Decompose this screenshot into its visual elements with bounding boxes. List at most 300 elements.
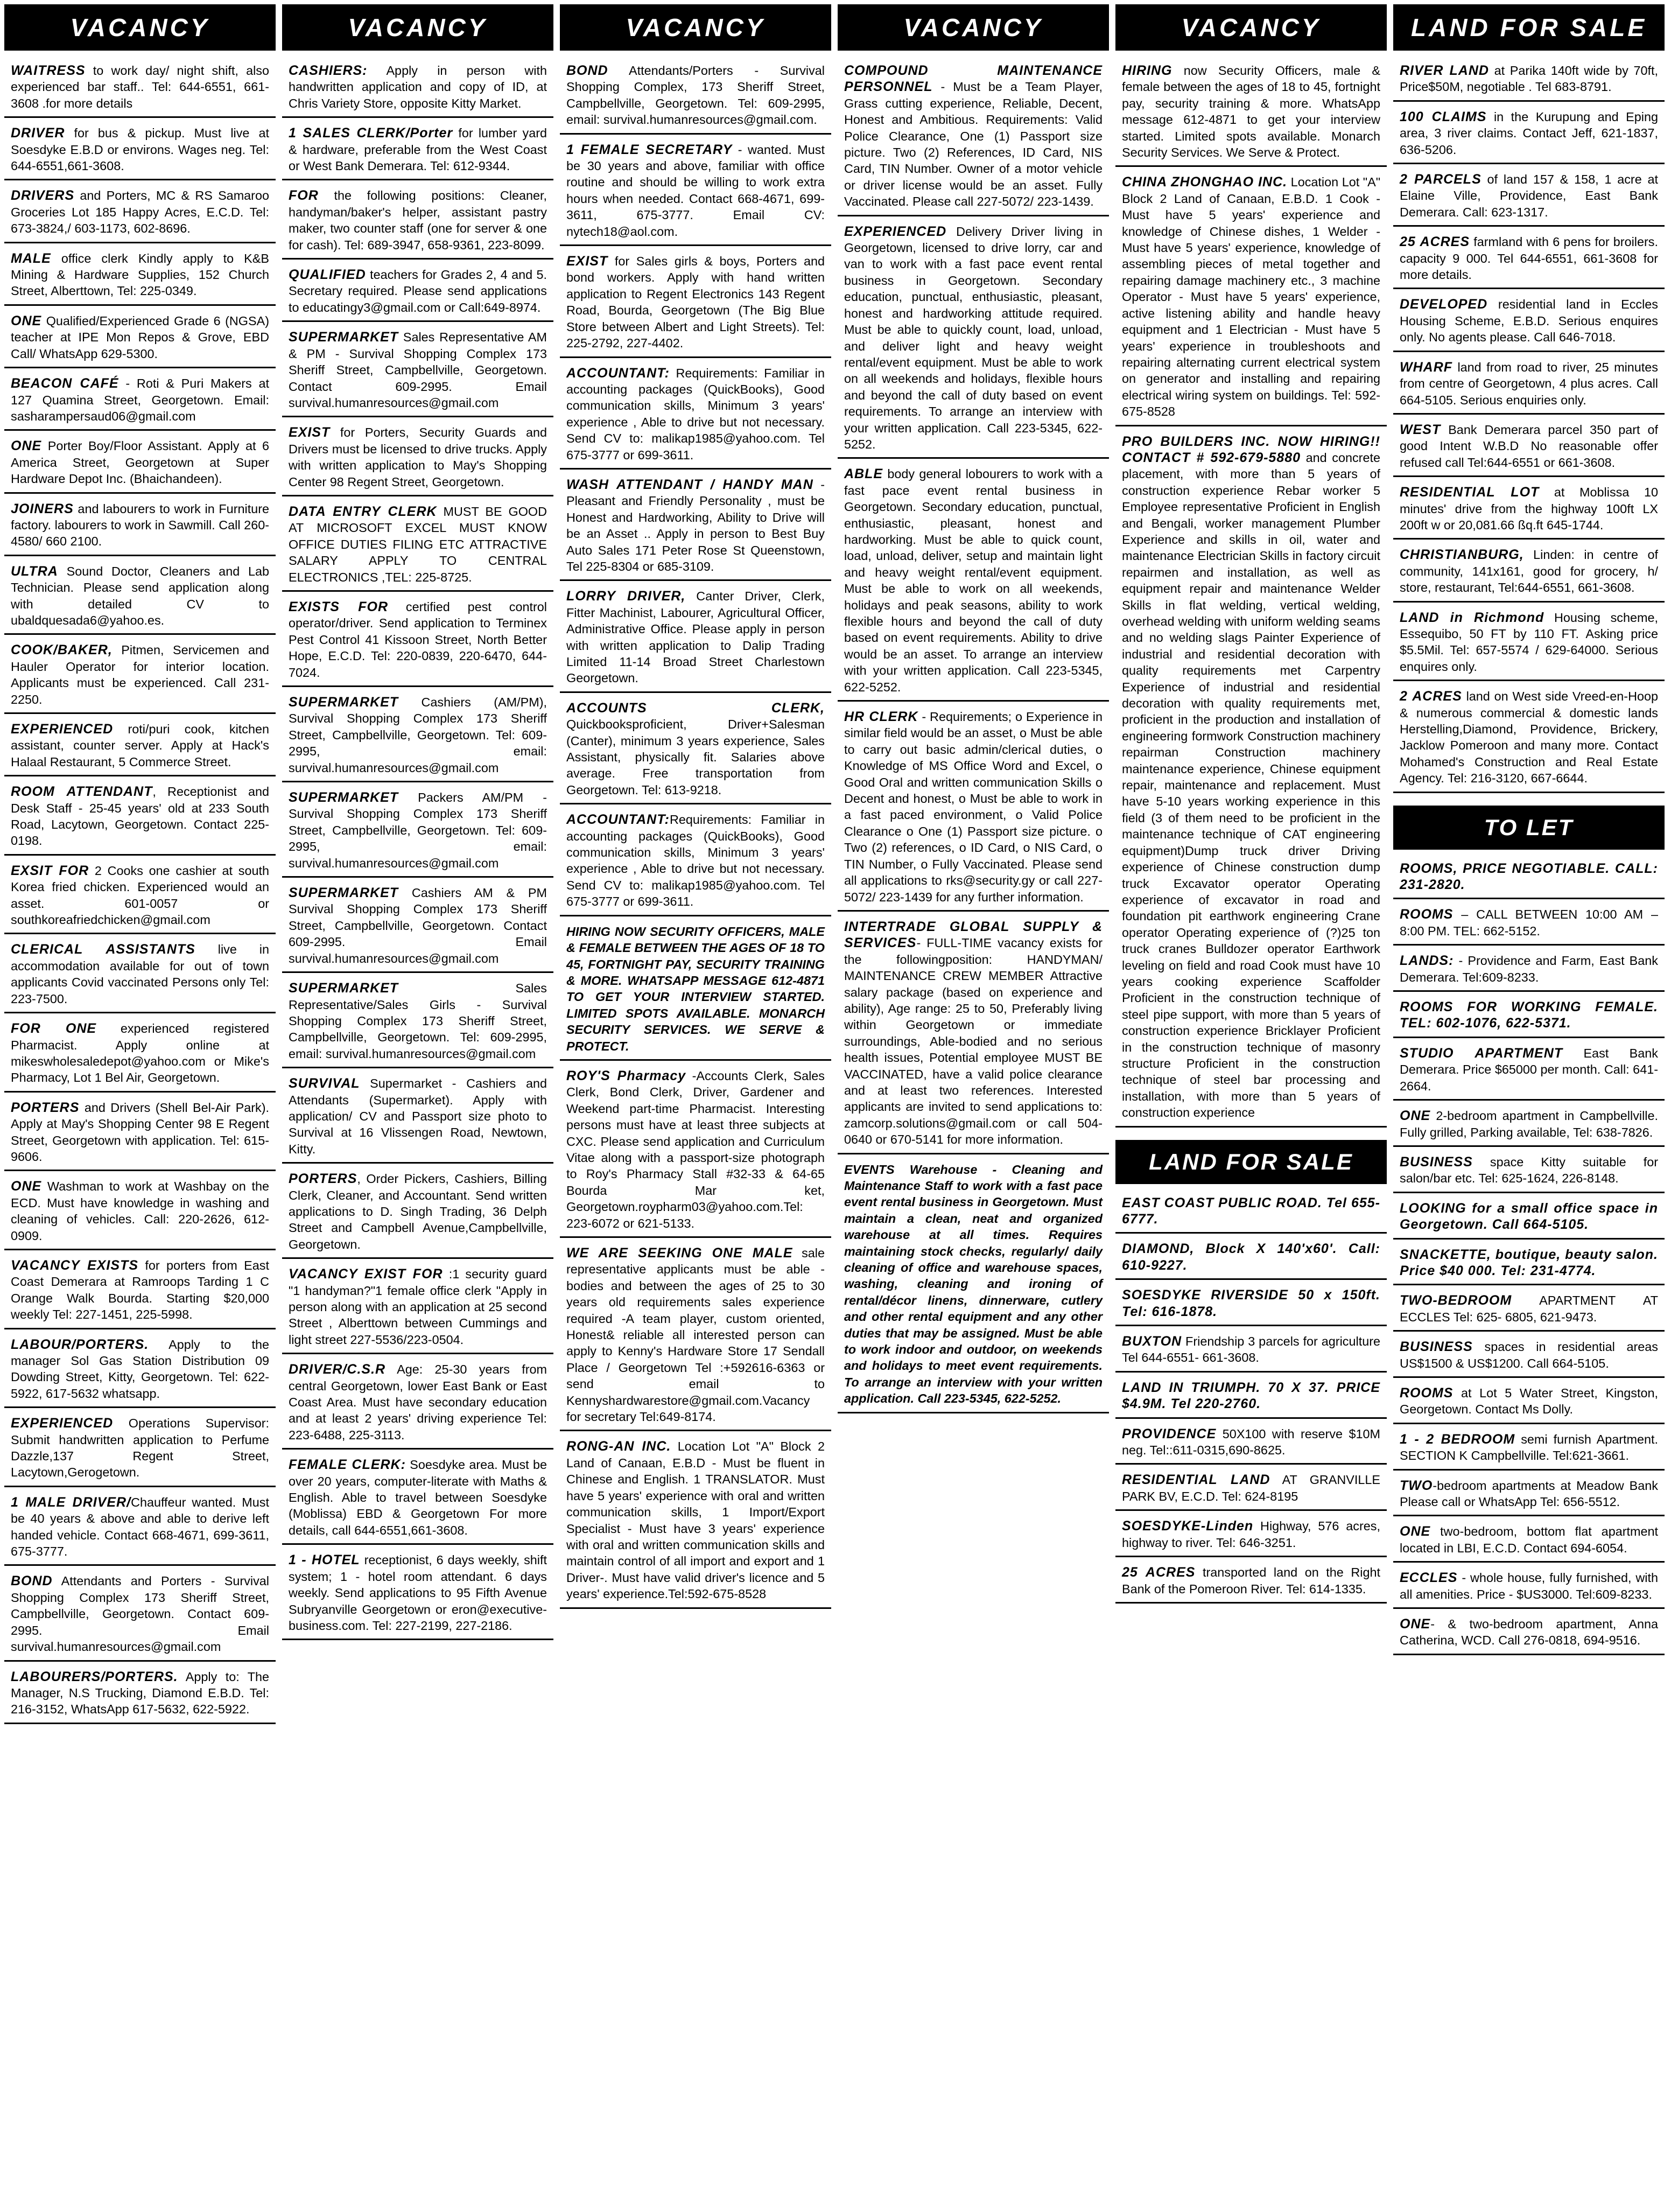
classified-ad xyxy=(1393,169,1665,227)
classified-ad xyxy=(1393,60,1665,102)
classified-ad xyxy=(560,1066,831,1238)
ad-body: and concrete placement, with more than 5 years of construction experience Rebar worker 5 Employee representative Proficient in English and Bengali, worker management Plumber Experience and skills in oil, water and maintenance Electrician Skills in factory circuit repairmen and installation, as well as equipment repair and maintenance Welder Skills in flat welding, vertical welding, overhead welding with uniform welding seams and no welding slags Painter Experience of industrial and residential decoration with quality requirements met Carpentry Experience of industrial and residential decoration with quality requirements met, proficient in the production and installation of engineering formwork Construction machinery repairman Construction machinery maintenance experience, Chinese equipment repair, maintenance and replacement. Must have 5-10 years working experience in this field (3 of them need to be proficient in the maintenance technique of CAT engineering equipment)Dump truck driver Driving experience of Chinese construction dump truck Excavator operator Operating experience of excavator in road and foundation pit earthwork engineering Crane operator Operating experience of (?)25 ton truck cranes Bulldozer operator Earthwork leveling on field and road Cook must have 10 years cooking experience Scaffolder Proficient in the construction technique of steel pipe support, with more than 5 years of construction experience Bricklayer Proficient in the construction technique of masonry structure Proficient in the construction technique of steel bar processing and installation, with more than 5 years of construction experience xyxy=(1122,450,1384,1120)
ad-body: and Porters, MC & RS Samaroo Groceries Lot 185 Happy Acres, E.C.D. Tel: 673-3824,/ 603-1173, 602-8696. xyxy=(11,188,273,236)
ad-title: ONE xyxy=(1400,1616,1431,1632)
section-header: VACANCY xyxy=(282,4,553,51)
ad-title: ABLE xyxy=(844,466,883,482)
ad-title: WAITRESS xyxy=(11,63,86,78)
ad-title: ROOMS xyxy=(1400,907,1454,922)
ad-body: Supermarket - Cashiers and Attendants (Supermarket). Apply with application/ CV and Passport size photo to Survival at 16 Vlissengen Road, Newtown, Kitty. xyxy=(289,1076,551,1156)
classified-ad xyxy=(1115,1516,1387,1557)
ad-body: Qualified/Experienced Grade 6 (NGSA) teacher at IPE Mon Repos & Grove, EBD Call/ WhatsApp 629-5300. xyxy=(11,313,273,361)
classified-ad xyxy=(4,1492,276,1566)
ad-body: Requirements: Familiar in accounting packages (QuickBooks), Good communication skills, Minimum 3 years' experience , Able to drive but not necessary. Send CV to: malikap1985@yahoo.com. Tel 675-3777 or 699-3611. xyxy=(566,813,829,909)
column-1 xyxy=(4,4,276,2207)
ad-title: TWO xyxy=(1400,1478,1433,1493)
classified-ad xyxy=(4,123,276,180)
ad-title: BUSINESS xyxy=(1400,1339,1473,1355)
classified-ad xyxy=(282,978,553,1068)
ad-body: - Providence and Farm, East Bank Demerara. Tel:609-8233. xyxy=(1400,954,1662,984)
ad-body: Apply to the manager Sol Gas Station Distribution 09 Dowding Street, Kitty, Georgetown. Tel: 622-5922, 617-5632 whatsapp. xyxy=(11,1337,273,1401)
ad-title: ULTRA xyxy=(11,563,58,579)
ad-body: the following positions: Cleaner, handyman/baker's helper, assistant pastry maker, two counter staff (one for server & one for cash). Tel: 689-3947, 658-9361, 223-8099. xyxy=(289,188,551,252)
classified-ad xyxy=(282,264,553,322)
ad-list xyxy=(838,60,1109,1418)
ad-list xyxy=(1393,858,1665,1660)
ad-body: Attendants and Porters - Survival Shopping Complex 173 Sheriff Street, Campbellville, Georgetown. Contact 609-2995. Email survival.humanresources@gmail.com xyxy=(11,1574,273,1654)
ad-title: BOND xyxy=(11,1573,53,1589)
classified-ad xyxy=(1115,1193,1387,1234)
ad-title: CHINA ZHONGHAO INC. xyxy=(1122,174,1288,190)
classified-ad xyxy=(1393,232,1665,289)
ad-title: WEST xyxy=(1400,422,1441,437)
classified-ad xyxy=(1115,431,1387,1128)
ad-title: FEMALE CLERK: xyxy=(289,1457,406,1473)
ad-list xyxy=(1115,60,1387,1132)
ad-body: live in accommodation available for out of town applicants Covid vaccinated Persons only Tel: 223-7500. xyxy=(11,942,273,1006)
ad-title: 1 - 2 BEDROOM xyxy=(1400,1431,1515,1447)
ad-title: 1 - HOTEL xyxy=(289,1552,360,1568)
classified-ad xyxy=(4,1667,276,1724)
ad-body: at Parika 140ft wide by 70ft, Price$50M, negotiable . Tel 683-8791. xyxy=(1400,64,1662,94)
classified-ad xyxy=(1393,950,1665,992)
ad-title: ONE xyxy=(1400,1108,1431,1124)
ad-title: JOINERS xyxy=(11,501,74,516)
classified-ad xyxy=(282,1264,553,1354)
classified-ad xyxy=(1393,1244,1665,1286)
ad-title: SUPERMARKET xyxy=(289,790,399,806)
classified-ad xyxy=(1393,1336,1665,1378)
classified-ad xyxy=(560,251,831,358)
classified-ad xyxy=(282,185,553,260)
ad-body: - wanted. Must be 30 years and above, familiar with office routine and should be willing to work extra hours when needed. Contact 668-4671, 699-3611, 675-3777. Email CV: nytech18@aol.com. xyxy=(566,142,829,239)
ad-title: RESIDENTIAL LOT xyxy=(1400,485,1540,500)
classified-ad xyxy=(282,787,553,878)
ad-list xyxy=(1393,60,1665,798)
ad-body: - whole house, fully furnished, with all amenities. Price - $US3000. Tel:609-8233. xyxy=(1400,1571,1662,1601)
classified-ad xyxy=(1393,607,1665,682)
ad-body: :1 security guard "1 handyman?"1 female office clerk "Apply in person along with an application at 25 second Street , Alberttown between Cummings and light street 227-5536/223-0504. xyxy=(289,1267,551,1347)
classified-ad xyxy=(1393,419,1665,477)
classified-ad xyxy=(560,698,831,804)
ad-body: in the Kurupung and Eping area, 3 river claims. Contact Jeff, 621-1837, 636-5206. xyxy=(1400,109,1662,157)
ad-body: Canter Driver, Clerk, Fitter Machinist, Labourer, Agricultural Officer, Administrative Office. Please apply in person with written application to Dalip Trading Limited 11-14 Broad Street Charlestown Georgetown. xyxy=(566,589,829,685)
ad-title: QUALIFIED xyxy=(289,267,366,283)
classified-ad xyxy=(4,1176,276,1250)
classified-ad xyxy=(838,464,1109,702)
classified-ad xyxy=(560,809,831,916)
ad-title: PROVIDENCE xyxy=(1122,1426,1217,1441)
classified-ad xyxy=(1393,904,1665,946)
ad-body: for Sales girls & boys, Porters and bond workers. Apply with hand written application to Regent Electronics 143 Regent Road, Bourda, Georgetown (The Big Blue Store between Albert and Light Streets). Tel: 225-2792, 227-4402. xyxy=(566,254,829,351)
ad-body: body general lobourers to work with a fast pace event rental business in Georgetown. Secondary education, punctual, enthusiastic, pleasant, honest and hardworking. Must be able to quick count, load, unload, deliver, setup and maintain light and heavy weight rental/event equipment. Must be able to work on all weekends, holidays and peak seasons, ability to work flexible hours and beyond the call of duty based on event requirements. Ability to drive would be an asset. To arrange an interview with your written application. Call 223-5345, 622-5252. xyxy=(844,467,1106,694)
ad-body: Linden: in centre of community, 141x161, good for grocery, h/ store, restaurant, Tel:644-6551, 661-3608. xyxy=(1400,548,1662,595)
ad-body: spaces in residential areas US$1500 & US$1200. Call 664-5105. xyxy=(1400,1340,1662,1370)
ad-body: APARTMENT AT ECCLES Tel: 625- 6805, 621-9473. xyxy=(1400,1293,1662,1324)
classified-ad xyxy=(4,248,276,306)
section-header-to-let: TO LET xyxy=(1393,806,1665,850)
ad-title: WASH ATTENDANT / HANDY MAN xyxy=(566,477,813,492)
ad-body: Apply in person with handwritten application and copy of ID, at Chris Variety Store, opposite Kitty Market. xyxy=(289,64,551,110)
classified-ad xyxy=(1393,1475,1665,1517)
classified-ad xyxy=(1393,357,1665,415)
ad-title: BUSINESS xyxy=(1400,1154,1473,1170)
ad-title: LABOURERS/PORTERS. xyxy=(11,1669,178,1684)
ad-body: Operations Supervisor: Submit handwritten application to Perfume Dazzle,137 Regent Street, Lacytown,Gerogetown. xyxy=(11,1416,273,1480)
ad-body: Pitmen, Servicemen and Hauler Operator for interior location. Applicants must be experienced. Call 231-2250. xyxy=(11,643,273,706)
ad-body: Friendship 3 parcels for agriculture Tel 644-6551- 661-3608. xyxy=(1122,1334,1384,1365)
classified-ad xyxy=(560,1436,831,1608)
ad-body: AT GRANVILLE PARK BV, E.C.D. Tel: 624-8195 xyxy=(1122,1473,1384,1503)
classified-ad xyxy=(4,1334,276,1409)
classified-ad xyxy=(4,719,276,776)
ad-body: space Kitty suitable for salon/bar etc. Tel: 625-1624, 226-8148. xyxy=(1400,1154,1662,1186)
classified-ad xyxy=(1393,1521,1665,1563)
ad-title: EXIST xyxy=(566,254,608,269)
ad-body: - & two-bedroom apartment, Anna Catherina, WCD. Call 276-0818, 694-9516. xyxy=(1400,1617,1662,1648)
section-header: VACANCY xyxy=(838,4,1109,51)
section-header: VACANCY xyxy=(4,4,276,51)
ad-body: Requirements: Familiar in accounting packages (QuickBooks), Good communication skills, Minimum 3 years' experience , Able to drive but not necessary. Send CV to: malikap1985@yahoo.com. Tel 675-3777 or 699-3611. xyxy=(566,366,829,462)
ad-title: EXPERIENCED xyxy=(11,1416,114,1431)
ad-title: COOK/BAKER, xyxy=(11,642,113,658)
classified-ad xyxy=(1393,1567,1665,1609)
classified-ad xyxy=(1393,482,1665,540)
ad-body: farmland with 6 pens for broilers. capacity 9 000. Tel 644-6551, 661-3608 for more details. xyxy=(1400,235,1662,282)
ad-body: Age: 25-30 years from central Georgetown, lower East Bank or East Coast Area. Must have secondary education and at least 2 years' driving experience Tel: 223-6488, 225-3113. xyxy=(289,1362,551,1442)
ad-title: ROOMS, PRICE NEGOTIABLE. CALL: 231-2820. xyxy=(1400,860,1658,893)
ad-title: EXISTS FOR xyxy=(289,599,389,614)
ad-title: FOR ONE xyxy=(11,1021,97,1037)
ad-body: MUST BE GOOD AT MICROSOFT EXCEL MUST KNOW OFFICE DUTIES FILING ETC ATTRACTIVE SALARY APPLY TO CENTRAL ELECTRONICS ,TEL: 225-8725. xyxy=(289,504,551,584)
classified-ad xyxy=(1393,1198,1665,1240)
ad-title: SNACKETTE, boutique, beauty salon. Price $40 000. Tel: 231-4774. xyxy=(1400,1247,1658,1278)
section-header: LAND FOR SALE xyxy=(1393,4,1665,51)
classified-ad xyxy=(1115,1469,1387,1511)
ad-title: DRIVERS xyxy=(11,188,75,204)
ad-body: certified pest control operator/driver. Send application to Terminex Pest Control 41 Kissoon Street, North Better Hope, E.C.D. Tel: 220-0839, 220-6470, 644-7024. xyxy=(289,599,551,680)
ad-body: , Order Pickers, Cashiers, Billing Clerk, Cleaner, and Accountant. Send written applications to D. Singh Trading, 36 Delph Street and Campbell Avenue,Campbellville, Georgetown. xyxy=(289,1172,551,1251)
ad-title: EAST COAST PUBLIC ROAD. Tel 655-6777. xyxy=(1122,1195,1380,1227)
classified-ad xyxy=(4,939,276,1013)
ad-body: - Roti & Puri Makers at 127 Quamina Street, Georgetown. Email: sasharampersaud06@gmail.com xyxy=(11,376,273,423)
ad-body: , Receptionist and Desk Staff - 25-45 years' old at 233 South Road, Lacytown, Georgetown. Contact 225-0198. xyxy=(11,785,273,848)
ad-body: land from road to river, 25 minutes from centre of Georgetown, 4 plus acres. Call 664-5105. Serious enquiries only. xyxy=(1400,360,1662,407)
ad-title: DATA ENTRY CLERK xyxy=(289,503,437,519)
ad-title: 25 ACRES xyxy=(1400,234,1470,250)
ad-title: ONE xyxy=(11,438,42,454)
ad-title: SUPERMARKET xyxy=(289,695,399,710)
ad-body: Housing scheme, Essequibo, 50 FT by 110 FT. Asking price $5.5Mil. Tel: 657-5574 / 629-64000. Serious enquires only. xyxy=(1400,610,1662,674)
ad-list xyxy=(4,60,276,1729)
classified-ad xyxy=(1115,1562,1387,1604)
column-2 xyxy=(282,4,553,2207)
ad-body: 2 Cooks one cashier at south Korea fried chicken. Experienced would an asset. 601-0057 or southkoreafriedchicken@gmail.com xyxy=(11,863,273,927)
classified-ad xyxy=(1393,1152,1665,1193)
classified-ad xyxy=(4,311,276,368)
classified-ad xyxy=(1393,686,1665,793)
classified-ad xyxy=(1393,1105,1665,1147)
classifieds-page xyxy=(4,4,1673,2208)
ad-title: 1 MALE DRIVER/ xyxy=(11,1494,131,1510)
ad-title: ECCLES xyxy=(1400,1570,1458,1586)
classified-ad xyxy=(1393,1290,1665,1332)
ad-title: INTERTRADE GLOBAL SUPPLY & SERVICES xyxy=(844,919,1103,951)
classified-ad xyxy=(1115,1238,1387,1280)
ad-title: SUPERMARKET xyxy=(289,885,399,901)
classified-ad xyxy=(1393,1043,1665,1101)
ad-body: office clerk Kindly apply to K&B Mining & Hardware Supplies, 152 Church Street, Alberttown, Tel: 225-0349. xyxy=(11,251,273,298)
ad-body: roti/puri cook, kitchen assistant, counter server. Apply at Hack's Halaal Restaurant, 5 Commerce Street. xyxy=(11,722,273,769)
ad-title: ROOM ATTENDANT xyxy=(11,784,153,800)
ad-title: ACCOUNTANT: xyxy=(566,812,670,828)
ad-title: SUPERMARKET xyxy=(289,981,399,996)
classified-ad xyxy=(1393,544,1665,602)
ad-title: WE ARE SEEKING ONE MALE xyxy=(566,1245,793,1261)
ad-title: BUXTON xyxy=(1122,1334,1182,1349)
ad-body: Location Lot "A" Block 2 Land of Canaan, E.B.D - Must be fluent in Chinese and English. 1 TRANSLATOR. Must have 5 years' experience with oral and written communication skills, 1 Import/Export Specialist - Must have 3 years' experience with oral and written communication skills and maintain control of all import and export and 1 Driver-. Must have valid driver's licence and 5 years' experience.Tel:592-675-8528 xyxy=(566,1439,829,1601)
ad-body: sale representative applicants must be able -bodies and between the ages of 25 to 30 years old requirements sales experience required -A team player, custom oriented, Honest& reliable all interested person can apply to Kenny's Hardware Store 17 Sendall Place / Georgetown Tel :+592616-6363 or send email to Kennyshardwarestore@gmail.com.Vacancy for secretary Tel:649-8174. xyxy=(566,1246,829,1424)
ad-title: PRO BUILDERS INC. NOW HIRING!! CONTACT # 592-679-5880 xyxy=(1122,433,1380,465)
ad-title: SUPERMARKET xyxy=(289,330,399,345)
classified-ad xyxy=(4,499,276,556)
classified-ad xyxy=(4,1413,276,1487)
ad-title: 1 FEMALE SECRETARY xyxy=(566,142,733,157)
classified-ad xyxy=(1393,107,1665,164)
ad-body: - Must be a Team Player, Grass cutting experience, Reliable, Decent, Honest and Ambitious. Requirements: Valid Police Clearance, One (1) Passport size picture. Two (2) References, ID Card, NIS Card, TIN Number. Owner of a motor vehicle or driver license would be an asset. Fully Vaccinated. Please call 227-5072/ 223-1439. xyxy=(844,80,1106,209)
ad-body: land on West side Vreed-en-Hoop & numerous commercial & domestic lands Herstelling,Diamond, Providence, Brickery, Jacklow Pomeroon and many more. Contact Mohamed's Construction and Real Estate Agency. Tel: 216-3120, 667-6644. xyxy=(1400,689,1662,786)
section-header-land-for-sale: LAND FOR SALE xyxy=(1115,1140,1387,1184)
classified-ad xyxy=(838,916,1109,1154)
classified-ad xyxy=(282,60,553,118)
classified-ad xyxy=(282,123,553,180)
ad-title: CLERICAL ASSISTANTS xyxy=(11,942,195,957)
classified-ad xyxy=(282,422,553,496)
classified-ad xyxy=(560,139,831,246)
ad-title: ONE xyxy=(11,1179,42,1194)
ad-title: RIVER LAND xyxy=(1400,63,1489,78)
classified-ad xyxy=(4,1571,276,1661)
ad-body: Soesdyke area. Must be over 20 years, computer-literate with Maths & English. Able to travel between Soesdyke (Moblissa) EBD & Georgetown For more details, call 644-6551,661-3608. xyxy=(289,1458,551,1537)
classified-ad xyxy=(4,1097,276,1172)
classified-ad xyxy=(560,474,831,581)
ad-title: LOOKING for a small office space in Georgetown. Call 664-5105. xyxy=(1400,1200,1658,1233)
ad-body: Attendants/Porters - Survival Shopping Complex, 173 Sheriff Street, Campbellville, Georgetown. Tel: 609-2995, email: survival.humanresources@gmail.com. xyxy=(566,64,829,127)
ad-body: Cashiers AM & PM Survival Shopping Complex 173 Sheriff Street, Campbellville, Georgetown. Contact 609-2995. Email survival.humanresources@gmail.com xyxy=(289,886,551,965)
ad-title: 100 CLAIMS xyxy=(1400,109,1487,124)
ad-body: transported land on the Right Bank of the Pomeroon River. Tel: 614-1335. xyxy=(1122,1565,1384,1596)
ad-title: VACANCY EXIST FOR xyxy=(289,1266,443,1282)
ad-body: for bus & pickup. Must live at Soesdyke E.B.D or environs. Wages neg. Tel: 644-6551,661-3608. xyxy=(11,126,273,173)
ad-title: CASHIERS: xyxy=(289,63,368,78)
ad-list xyxy=(560,60,831,1614)
classified-ad xyxy=(282,597,553,687)
ad-body: Bank Demerara parcel 350 part of good Intent W.B.D No reasonable offer refused call Tel:644-6551 or 661-3608. xyxy=(1400,422,1662,470)
classified-ad xyxy=(560,60,831,135)
section-header: VACANCY xyxy=(560,4,831,51)
ad-title: 25 ACRES xyxy=(1122,1565,1196,1580)
ad-body: -Accounts Clerk, Sales Clerk, Bond Clerk, Driver, Gardener and Weekend part-time Pharmacist. Interesting persons must have at least three subjects at CXC. Please send application and Curriculum Vitae along with a passport-size photograph to Roy's Pharmacy Stall #32-33 & 64-65 Bourda Mar ket, Georgetown.roypharm03@yahoo.com.Tel: 223-6072 or 621-5133. xyxy=(566,1068,829,1230)
ad-title: WHARF xyxy=(1400,359,1453,375)
ad-body: semi furnish Apartment. SECTION K Campbellville. Tel:621-3661. xyxy=(1400,1432,1662,1463)
ad-body: - Requirements; o Experience in similar field would be an asset, o Must be able to carry out basic admin/clerical duties, o Knowledge of MS Office Word and Excel, o Good Oral and written communication Skills o Decent and honest, o Must be able to work in a fast paced environment, o Valid Police Clearance o One (1) Passport size picture. o Two (2) references, o ID Card, o NIS Card, o TIN Number, o Fully Vaccinated. Please send all applications to rks@security.gy or call 227-5072/ 223-1439 for any further information. xyxy=(844,710,1106,904)
ad-body: Location Lot "A" Block 2 Land of Canaan, E.B.D. 1 Cook - Must have 5 years' experience and knowledge of Chinese dishes, 1 Welder - Must have 5 years' experience, knowledge of assembling pieces of metal together and repairing damage machinery etc., 3 machine Operator - Must have 5 years' experience, active listening ability and handle heavy equipment and 1 Electrician - Must have 5 years' experience in troubleshoots and repairing alternating current electrical system on generator and installing and repairing electrical wiring system on buildings. Tel: 592-675-8528 xyxy=(1122,175,1384,419)
ad-body: – CALL BETWEEN 10:00 AM – 8:00 PM. TEL: 662-5152. xyxy=(1400,907,1662,938)
section-header: VACANCY xyxy=(1115,4,1387,51)
classified-ad xyxy=(1393,858,1665,900)
classified-ad xyxy=(1393,997,1665,1038)
ad-body: Apply to: The Manager, N.S Trucking, Diamond E.B.D. Tel: 216-3152, WhatsApp 617-5632, 622-5922. xyxy=(11,1669,273,1717)
ad-title: ROOMS xyxy=(1400,1385,1454,1401)
ad-title: ACCOUNTS CLERK, xyxy=(566,700,825,716)
ad-title: BEACON CAFÉ xyxy=(11,376,119,391)
ad-body: at Moblissa 10 minutes' drive from the highway 100ft LX 200ft w or 20,081.66 ßq.ft 645-1744. xyxy=(1400,485,1662,532)
classified-ad xyxy=(838,1159,1109,1413)
ad-body: for porters from East Coast Demerara at Ramroops Tarding 1 C Orange Walk Bourda. Starting $20,000 weekly Tel: 227-1451, 225-5998. xyxy=(11,1258,273,1322)
ad-title: HIRING xyxy=(1122,63,1173,78)
ad-body: Washman to work at Washbay on the ECD. Must have knowledge in washing and cleaning of vehicles. Call: 220-2626, 612-0909. xyxy=(11,1179,273,1243)
classified-ad xyxy=(1115,60,1387,167)
ad-body: - FULL-TIME vacancy exists for the followingposition: HANDYMAN/ MAINTENANCE CREW MEMBER Attractive salary package (based on experience and ability), Age range: 25 to 50, Preferably living within Georgetown or immediate surroundings, Able-bodied and no serious health issues, Potential employee MUST BE VACCINATED, have a valid police clearance and at least two references. Interested applicants are invited to send applications to: zamcorp.solutions@gmail.com or call 504-0640 or 670-5141 for more information. xyxy=(844,936,1106,1147)
classified-ad xyxy=(4,1018,276,1093)
classified-ad xyxy=(4,60,276,118)
ad-body: at Lot 5 Water Street, Kingston, Georgetown. Contact Ms Dolly. xyxy=(1400,1385,1662,1417)
ad-title: PORTERS xyxy=(289,1171,357,1187)
classified-ad xyxy=(1115,172,1387,426)
classified-ad xyxy=(1393,294,1665,352)
ad-body: Sales Representative/Sales Girls - Survival Shopping Complex 173 Sheriff Street, Campbellville, Georgetown. Tel: 609-2995, email: survival.humanresources@gmail.com xyxy=(289,981,551,1061)
classified-ad xyxy=(1393,1383,1665,1424)
classified-ad xyxy=(4,860,276,935)
classified-ad xyxy=(282,1454,553,1545)
ad-body: HIRING NOW SECURITY OFFICERS, MALE & FEMALE BETWEEN THE AGES OF 18 TO 45, FORTNIGHT PAY, SECURITY TRAINING & MORE. WHATSAPP MESSAGE 612-4871 TO GET YOUR INTERVIEW STARTED. LIMITED SPOTS AVAILABLE. MONARCH SECURITY SERVICES. WE SERVE & PROTECT. xyxy=(566,924,829,1053)
ad-body: Packers AM/PM - Survival Shopping Complex 173 Sheriff Street, Campbellville, Georgetown. Tel: 609-2995, email: survival.humanresources@gmail.com xyxy=(289,790,551,870)
ad-title: ACCOUNTANT: xyxy=(566,365,670,381)
classified-ad xyxy=(4,436,276,493)
ad-title: VACANCY EXISTS xyxy=(11,1257,139,1273)
column-6 xyxy=(1393,4,1665,2207)
ad-title: SOESDYKE-Linden xyxy=(1122,1518,1254,1534)
ad-body: teachers for Grades 2, 4 and 5. Secretary required. Please send applications to educatingy3@gmail.com or Call:649-8974. xyxy=(289,268,551,314)
ad-body: Sound Doctor, Cleaners and Lab Technician. Please send application along with detailed CV to ubaldquesada6@yahoo.es. xyxy=(11,564,273,627)
column-4 xyxy=(838,4,1109,2207)
ad-body: Quickbooksproficient, Driver+Salesman (Canter), minimum 3 years experience, Sales Assistant, physically fit. Salaries above average. Free transportation from Georgetown. Tel: 613-9218. xyxy=(566,701,829,797)
ad-body: Porter Boy/Floor Assistant. Apply at 6 America Street, Georgetown at Super Hardware Depot Inc. (Bhaichandeen). xyxy=(11,439,273,486)
ad-title: ROY'S Pharmacy xyxy=(566,1068,686,1083)
ad-title: FOR xyxy=(289,188,319,204)
classified-ad xyxy=(560,586,831,692)
ad-body: for Porters, Security Guards and Drivers must be licensed to drive trucks. Apply with written application to May's Shopping Center 98 Regent Street, Georgetown. xyxy=(289,425,551,489)
ad-title: LAND in Richmond xyxy=(1400,610,1544,625)
ad-body: Delivery Driver living in Georgetown, licensed to drive lorry, car and van to work with a fast pace event rental business in Georgetown. Secondary education, punctual, enthusiastic, pleasant, honest and hardworking attitude required. Must be able to quickly count, load, unload, and deliver light and heavy weight rental/event equipment. Must be able to work on all weekends and holidays, flexible hours and beyond the call of duty based on event requirements. To arrange an interview with your written application. Call 223-5345, 622-5252. xyxy=(844,224,1106,451)
ad-body: East Bank Demerara. Price $65000 per month. Call: 641-2664. xyxy=(1400,1046,1662,1093)
ad-title: 1 SALES CLERK/Porter xyxy=(289,125,453,141)
ad-title: 2 PARCELS xyxy=(1400,172,1482,187)
ad-title: EXIST xyxy=(289,425,331,440)
classified-ad xyxy=(560,1243,831,1431)
classified-ad xyxy=(282,1550,553,1640)
ad-body: for lumber yard & hardware, preferable from the West Coast or West Bank Demerara. Tel: 612-9344. xyxy=(289,126,551,173)
ad-title: DRIVER xyxy=(11,125,65,141)
ad-title: RESIDENTIAL LAND xyxy=(1122,1472,1270,1488)
ad-title: ROOMS FOR WORKING FEMALE. TEL: 602-1076, 622-5371. xyxy=(1400,999,1658,1031)
classified-ad xyxy=(1393,1614,1665,1655)
ad-body: 50X100 with reserve $10M neg. Tel::611-0315,690-8625. xyxy=(1122,1426,1384,1458)
classified-ad xyxy=(838,706,1109,912)
ad-title: LABOUR/PORTERS. xyxy=(11,1336,149,1352)
ad-title: EXPERIENCED xyxy=(11,722,114,737)
ad-title: DIAMOND, Block X 140'x60'. Call: 610-9227. xyxy=(1122,1241,1380,1273)
classified-ad xyxy=(1115,1331,1387,1373)
classified-ad xyxy=(4,1255,276,1329)
classified-ad xyxy=(838,60,1109,216)
ad-title: DRIVER/C.S.R xyxy=(289,1362,386,1377)
ad-title: 2 ACRES xyxy=(1400,689,1462,704)
ad-title: STUDIO APARTMENT xyxy=(1400,1045,1563,1061)
ad-title: CHRISTIANBURG, xyxy=(1400,547,1524,563)
classified-ad xyxy=(282,1073,553,1164)
ad-title: ONE xyxy=(11,313,42,328)
classified-ad xyxy=(1115,1285,1387,1326)
ad-title: EXSIT FOR xyxy=(11,863,89,878)
classified-ad xyxy=(4,640,276,714)
classified-ad xyxy=(1115,1424,1387,1465)
classified-ad xyxy=(282,1168,553,1259)
classified-ad xyxy=(560,363,831,470)
ad-title: LANDS: xyxy=(1400,953,1454,969)
classified-ad xyxy=(282,501,553,592)
classified-ad xyxy=(282,1359,553,1450)
ad-body: Highway, 576 acres, highway to river. Tel: 646-3251. xyxy=(1122,1519,1384,1550)
classified-ad xyxy=(4,373,276,431)
classified-ad xyxy=(560,921,831,1061)
ad-title: RONG-AN INC. xyxy=(566,1439,671,1454)
ad-title: ONE xyxy=(1400,1524,1431,1539)
classified-ad xyxy=(1115,1377,1387,1419)
ad-body: Chauffeur wanted. Must be 40 years & above and able to derive left handed vehicle. Contact 668-4671, 699-3611, 675-3777. xyxy=(11,1495,273,1559)
ad-title: SURVIVAL xyxy=(289,1076,360,1091)
ad-body: -bedroom apartments at Meadow Bank Please call or WhatsApp Tel: 656-5512. xyxy=(1400,1478,1662,1509)
ad-body: and labourers to work in Furniture factory. labourers to work in Sawmill. Call 260-4580/ 660 2100. xyxy=(11,501,273,549)
ad-title: HR CLERK xyxy=(844,709,918,725)
ad-body: Sales Representative AM & PM - Survival Shopping Complex 173 Sheriff Street, Campbellville, Georgetown. Contact 609-2995. Email survival.humanresources@gmail.com xyxy=(289,330,551,410)
classified-ad xyxy=(838,221,1109,459)
ad-body: 2-bedroom apartment in Campbellville. Fully grilled, Parking available, Tel: 638-7826. xyxy=(1400,1109,1662,1139)
ad-title: DEVELOPED xyxy=(1400,297,1488,312)
ad-title: PORTERS xyxy=(11,1100,80,1115)
ad-body: two-bedroom, bottom flat apartment located in LBI, E.C.D. Contact 694-6054. xyxy=(1400,1524,1662,1555)
classified-ad xyxy=(1393,1429,1665,1471)
ad-title: MALE xyxy=(11,250,51,266)
ad-list xyxy=(282,60,553,1645)
ad-body: Cashiers (AM/PM), Survival Shopping Complex 173 Sheriff Street, Campbellville, Georgetown. Tel: 609-2995, email: survival.humanresources@gmail.com xyxy=(289,695,551,775)
ad-title: COMPOUND MAINTENANCE PERSONNEL xyxy=(844,63,1103,95)
ad-list xyxy=(1115,1193,1387,1608)
ad-body: - Pleasant and Friendly Personality , must be Honest and Hardworking, Ability to Drive will be an Asset .. Apply in person to Best Buy Auto Sales 171 Peter Rose St Queenstown, Tel 225-8304 or 685-3109. xyxy=(566,477,829,573)
ad-body: receptionist, 6 days weekly, shift system; 1 - hotel room attendant. 6 days weekly. Send applications to 95 Fifth Avenue Subryanville Georgetown or eron@executive-business.com. Tel: 227-2199, 227-2186. xyxy=(289,1553,551,1633)
ad-title: LAND IN TRIUMPH. 70 X 37. PRICE $4.9M. Tel 220-2760. xyxy=(1122,1380,1380,1412)
ad-title: BOND xyxy=(566,63,608,78)
classified-ad xyxy=(282,327,553,417)
classified-ad xyxy=(4,561,276,635)
column-5 xyxy=(1115,4,1387,2207)
classified-ad xyxy=(4,185,276,243)
classified-ad xyxy=(282,883,553,973)
ad-body: now Security Officers, male & female between the ages of 18 to 45, fortnight pay, security training & more. WhatsApp message 612-4871 to get your interview started. Limited spots available. Monarch Security Services. We Serve & Protect. xyxy=(1122,64,1384,160)
classified-ad xyxy=(4,781,276,856)
ad-title: TWO-BEDROOM xyxy=(1400,1293,1512,1308)
column-3 xyxy=(560,4,831,2207)
